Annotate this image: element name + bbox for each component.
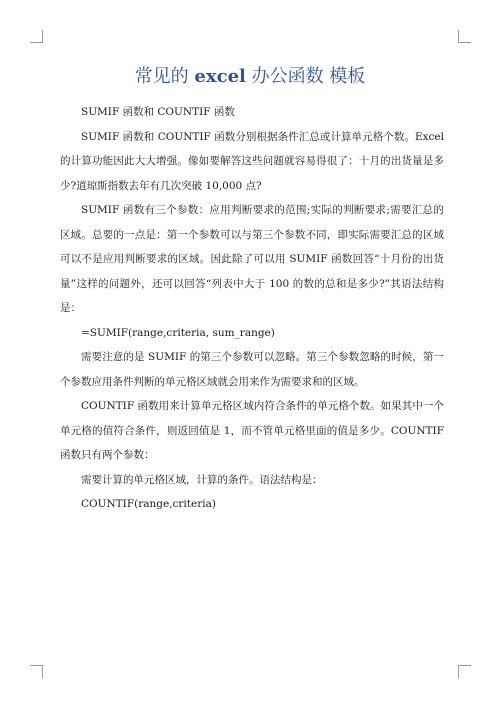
document-title xyxy=(0,62,500,88)
crop-mark-bottom-left xyxy=(30,665,43,678)
title-suffix: 办公函数 模板 xyxy=(245,66,366,87)
paragraph-countif-syntax: COUNTIF(range,criteria) xyxy=(81,498,216,510)
title-prefix: 常见的 xyxy=(134,66,195,87)
document-body xyxy=(60,100,444,517)
crop-mark-bottom-right xyxy=(458,665,471,678)
paragraph-countif-params: 需要计算的单元格区域，计算的条件。语法结构是： xyxy=(81,473,323,486)
paragraph-sumif-note: 需要注意的是 SUMIF 的第三个参数可以忽略。第三个参数忽略的时候，第一个参数应用条件判断的单元格区域就会用来作为需要求和的区域。 xyxy=(60,351,444,388)
paragraph-sumif-syntax: =SUMIF(range,criteria, sum_range) xyxy=(81,326,275,339)
title-bold: excel xyxy=(194,66,246,87)
paragraph-countif-desc: COUNTIF 函数用来计算单元格区域内符合条件的单元格个数。如果其中一个单元格的值符合条件，则返回值是 1，而不管单元格里面的值是多少。COUNTIF 函数只有两个参数： xyxy=(60,400,444,461)
paragraph-heading: SUMIF 函数和 COUNTIF 函数 xyxy=(81,106,235,118)
crop-mark-top-left xyxy=(30,30,43,43)
crop-mark-top-right xyxy=(458,30,471,43)
paragraph-sumif-params: SUMIF 函数有三个参数：应用判断要求的范围;实际的判断要求;需要汇总的区域。总要的一点是：第一个参数可以与第三个参数不同，即实际需要汇总的区域可以不是应用判断要求的区域。因此除了可以用 SUMIF 函数回答“十月份的出货量”这样的问题外，还可以回答“列表中大于 100 的数的总和是多少?”其语法结构是： xyxy=(60,204,444,314)
paragraph-intro: SUMIF 函数和 COUNTIF 函数分别根据条件汇总或计算单元格个数。Excel 的计算功能因此大大增强。像如要解答这些问题就容易得很了：十月的出货量是多少?道琼斯指数去年有几次突破 10,000 点? xyxy=(60,130,444,192)
